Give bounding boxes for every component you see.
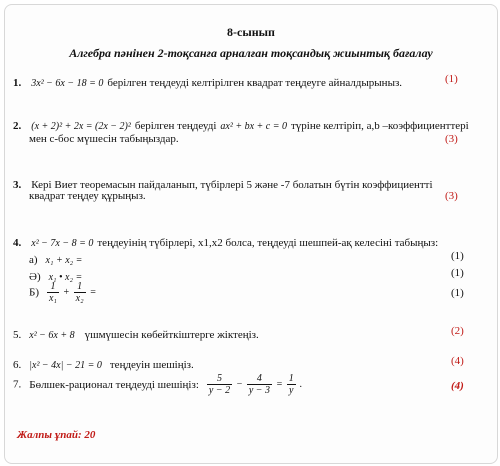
task-4-number: 4.	[13, 237, 22, 249]
task-4-part-a	[29, 250, 82, 268]
task-7-fraction-2	[247, 373, 272, 396]
task-7-denominator-1: y − 2	[208, 385, 231, 396]
task-6	[13, 355, 194, 373]
grade-title: 8-сынып	[227, 25, 275, 39]
task-2-text-1: берілген теңдеуді	[134, 120, 217, 132]
task-3-line-2: квадрат теңдеу құрыңыз.	[29, 190, 146, 202]
worksheet-subtitle: Алгебра пәнінен 2-тоқсанға арналған тоқсандық жиынтық бағалау	[69, 46, 433, 60]
task-6-number: 6.	[13, 359, 22, 371]
task-6-points: (4)	[451, 355, 464, 367]
task-5-number: 5.	[13, 329, 22, 341]
task-5-expression: x² − 6x + 8	[29, 330, 75, 341]
task-3-line-1: Кері Виет теоремасын пайдаланып, түбірлері 5 және -7 болатын бүтін коэффициентті	[31, 179, 433, 191]
task-5	[13, 325, 259, 343]
task-2-points: (3)	[445, 133, 458, 145]
task-4-c-fraction-2	[74, 281, 86, 304]
task-7-denominator-2: y − 3	[248, 385, 271, 396]
task-5-text: үшмүшесін көбейткіштерге жіктеңіз.	[84, 329, 259, 341]
task-1-text: берілген теңдеуді келтірілген квадрат теңдеуге айналдырыныз.	[107, 77, 403, 89]
task-4-c-numerator-2: 1	[74, 281, 86, 293]
task-3-points: (3)	[445, 190, 458, 202]
task-4	[13, 233, 438, 251]
task-4-c-numerator-1: 1	[47, 281, 59, 293]
task-7-numerator-2: 4	[247, 373, 272, 385]
task-4-part-c	[29, 281, 96, 304]
task-1-points: (1)	[445, 73, 458, 85]
task-4-text: теңдеуінің түбірлері, x1,x2 болса, теңдеуді шешпей-ақ келесіні табыңыз:	[97, 237, 439, 249]
task-1-equation: 3x² − 6x − 18 = 0	[31, 78, 104, 89]
task-1-number: 1.	[13, 77, 22, 89]
task-4-c-plus: +	[62, 287, 70, 298]
task-7-denominator-3: y	[289, 385, 294, 396]
task-1	[13, 73, 402, 91]
task-4-c-denominator-1: x₁	[48, 293, 57, 304]
task-4-a-expression: x₁ + x₂ =	[45, 255, 83, 266]
task-7-equals: =	[276, 379, 283, 390]
task-7	[13, 373, 302, 396]
task-2-text-2: түріне келтіріп, a,b –коэффициенттері	[290, 120, 469, 132]
task-7-fraction-1	[207, 373, 232, 396]
task-4-c-equals: =	[89, 287, 97, 298]
total-score: Жалпы ұпай: 20	[17, 429, 96, 441]
task-4-equation: x² − 7x − 8 = 0	[31, 238, 94, 249]
task-4-b-label: Ә)	[29, 271, 41, 283]
task-4-b-points: (1)	[451, 267, 464, 279]
task-2-number: 2.	[13, 120, 22, 132]
task-2-form: ax² + bx + c = 0	[220, 121, 287, 132]
task-7-points: (4)	[451, 380, 464, 392]
task-4-c-label: Б)	[29, 286, 39, 299]
task-2-equation: (x + 2)² + 2x = (2x − 2)²	[31, 121, 131, 132]
task-6-text: теңдеуін шешіңіз.	[109, 359, 194, 371]
task-7-numerator-3: 1	[288, 373, 294, 384]
task-4-a-points: (1)	[451, 250, 464, 262]
task-6-equation: |x² − 4x| − 21 = 0	[29, 360, 102, 371]
task-2	[13, 116, 469, 134]
task-4-b-expression: x₁ • x₂ =	[48, 272, 83, 283]
task-4-c-points: (1)	[451, 287, 464, 299]
task-4-a-label: а)	[29, 254, 38, 266]
task-3-number: 3.	[13, 179, 22, 191]
task-7-text: Бөлшек-рационал теңдеуді шешіңіз:	[29, 378, 199, 391]
task-7-fraction-3	[287, 373, 296, 396]
task-4-c-denominator-2: x₂	[75, 293, 84, 304]
task-2-line-2: мен с-бос мүшесін табыңыздар.	[29, 133, 179, 145]
task-7-numerator-1: 5	[207, 373, 232, 385]
task-4-c-fraction-1	[47, 281, 59, 304]
task-5-points: (2)	[451, 325, 464, 337]
task-7-number: 7.	[13, 378, 22, 391]
task-7-minus: −	[236, 379, 243, 390]
worksheet-page	[4, 4, 498, 464]
task-7-period: .	[299, 379, 303, 390]
